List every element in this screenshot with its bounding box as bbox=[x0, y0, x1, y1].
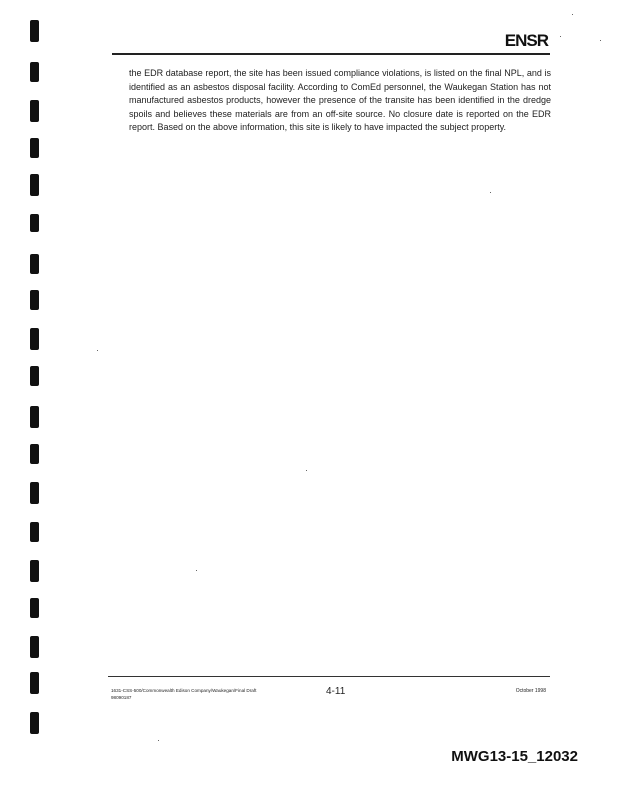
ensr-logo: ENSR bbox=[504, 31, 548, 50]
scan-speck bbox=[560, 36, 561, 37]
body-paragraph: the EDR database report, the site has been issued compliance violations, is listed on the final NPL, and is identified as an asbestos disposal facility. According to ComEd personnel, the Waukegan Station has not manufactured asbestos products, however the presence of the transite has been identified in the dredge spoils and believes these materials are from an off-site source. No closure date is reported on the EDR report. Based on the above information, this site is likely to have impacted the subject property. bbox=[129, 68, 551, 132]
scan-speck bbox=[306, 470, 307, 471]
document-id: MWG13-15_12032 bbox=[451, 748, 578, 765]
footer-file-path bbox=[111, 687, 321, 701]
scan-speck bbox=[600, 40, 601, 41]
binder-hole bbox=[30, 100, 39, 122]
binder-hole bbox=[30, 254, 39, 274]
binder-hole bbox=[30, 560, 39, 582]
binder-hole bbox=[30, 444, 39, 464]
binder-hole bbox=[30, 174, 39, 196]
binder-hole bbox=[30, 482, 39, 504]
scan-speck bbox=[572, 14, 573, 15]
binder-hole bbox=[30, 406, 39, 428]
scan-speck bbox=[97, 350, 98, 351]
binder-hole bbox=[30, 328, 39, 350]
scan-speck bbox=[196, 570, 197, 571]
scan-speck bbox=[490, 192, 491, 193]
binder-hole bbox=[30, 636, 39, 658]
footer-project-number: 98090187 bbox=[111, 695, 132, 700]
binder-hole bbox=[30, 522, 39, 542]
binder-hole bbox=[30, 672, 39, 694]
header-rule bbox=[112, 53, 550, 55]
scan-speck bbox=[158, 740, 159, 741]
binder-hole bbox=[30, 366, 39, 386]
binder-hole bbox=[30, 214, 39, 232]
page-number: 4-11 bbox=[326, 686, 346, 697]
footer-date: October 1998 bbox=[515, 688, 546, 694]
binder-hole bbox=[30, 290, 39, 310]
footer-rule bbox=[108, 676, 550, 677]
binder-hole bbox=[30, 712, 39, 734]
footer-path-line: 1631-CSS-500/Commonwealth Edison Company/Waukegan/Final Draft bbox=[111, 688, 257, 693]
binder-hole bbox=[30, 62, 39, 82]
binder-hole bbox=[30, 138, 39, 158]
binder-hole bbox=[30, 598, 39, 618]
binder-hole bbox=[30, 20, 39, 42]
